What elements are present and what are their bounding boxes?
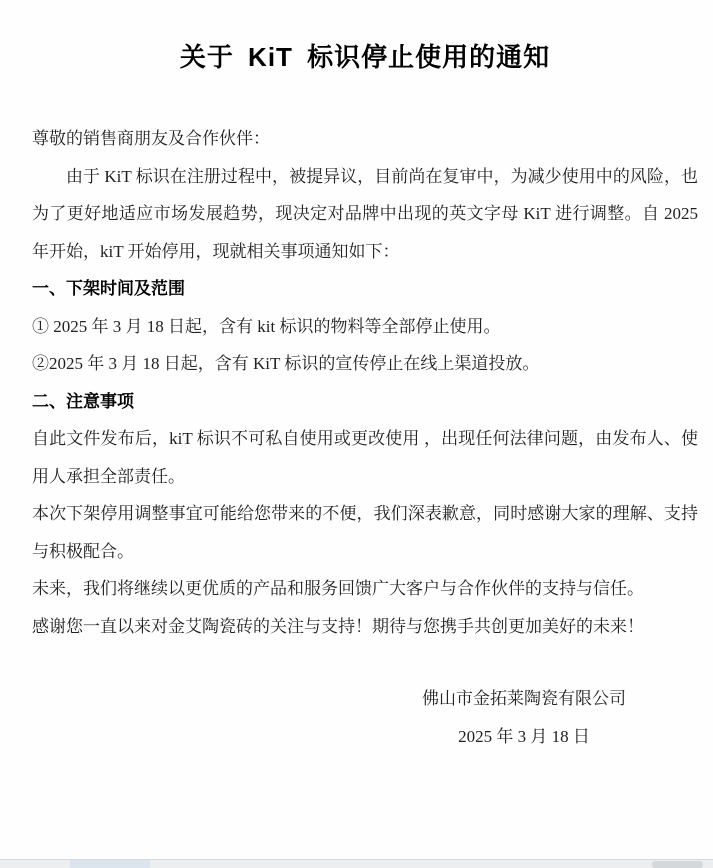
section-2-paragraph-3: 未来，我们将继续以更优质的产品和服务回馈广大客户与合作伙伴的支持与信任。 xyxy=(32,579,644,599)
signature-company: 佛山市金拓莱陶瓷有限公司 xyxy=(422,689,626,709)
section-2-paragraph-2: 本次下架停用调整事宜可能给您带来的不便，我们深表歉意，同时感谢大家的理解、支持与积极配合。 xyxy=(32,504,698,561)
document-title: 关于 KiT 标识停止使用的通知 xyxy=(179,42,551,72)
intro-paragraph: 由于 KiT 标识在注册过程中，被提异议，目前尚在复审中，为减少使用中的风险，也为了更好地适应市场发展趋势，现决定对品牌中出现的英文字母 KiT 进行调整。自 2025 年开始，kiT 开始停用，现就相关事项通知如下： xyxy=(32,166,698,261)
horizontal-scrollbar[interactable] xyxy=(0,859,713,868)
greeting-line: 尊敬的销售商朋友及合作伙伴： xyxy=(32,129,270,149)
section-2-paragraph-4: 感谢您一直以来对金艾陶瓷砖的关注与支持！期待与您携手共创更加美好的未来！ xyxy=(32,616,644,636)
scrollbar-thumb[interactable] xyxy=(652,861,703,868)
signature-date: 2025 年 3 月 18 日 xyxy=(458,726,590,746)
section-2-paragraph-1: 自此文件发布后，kiT 标识不可私自使用或更改使用 ，出现任何法律问题，由发布人、使用人承担全部责任。 xyxy=(32,429,698,486)
signature-block xyxy=(421,680,627,755)
scrollbar-tint-segment xyxy=(70,860,150,868)
section-1-item-2: ②2025 年 3 月 18 日起，含有 KiT 标识的宣传停止在线上渠道投放。 xyxy=(32,354,540,374)
document-body xyxy=(32,120,698,645)
section-1-heading: 一、下架时间及范围 xyxy=(32,279,185,299)
section-2-heading: 二、注意事项 xyxy=(32,391,134,411)
section-1-item-1: ① 2025 年 3 月 18 日起，含有 kit 标识的物料等全部停止使用。 xyxy=(32,316,501,336)
